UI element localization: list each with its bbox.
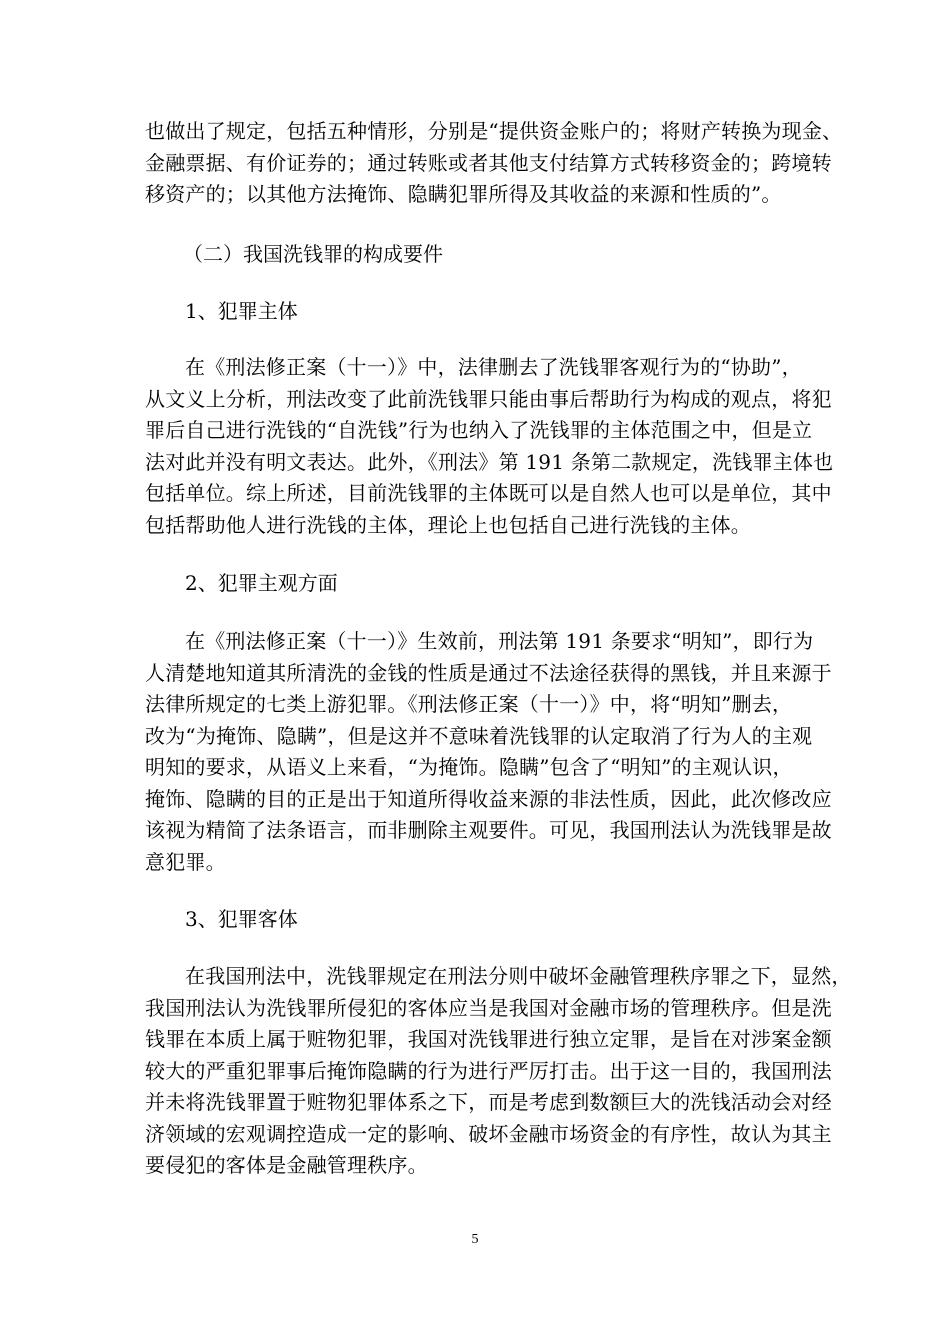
text-line: 包括单位。综上所述，目前洗钱罪的主体既可以是自然人也可以是单位，其中 — [145, 481, 832, 505]
paragraph-subjective — [145, 626, 832, 878]
paragraph-subject — [145, 352, 834, 541]
paragraph-continuation — [145, 116, 843, 211]
text-line: 也做出了规定，包括五种情形，分别是“提供资金账户的；将财产转换为现金、 — [145, 119, 843, 143]
paragraph-object — [145, 961, 852, 1182]
text-line: 济领域的宏观调控造成一定的影响、破坏金融市场资金的有序性，故认为其主 — [145, 1121, 832, 1146]
text-line: 移资产的；以其他方法掩饰、隐瞒犯罪所得及其收益的来源和性质的”。 — [145, 182, 782, 206]
subheading-object: 3、犯罪客体 — [185, 907, 298, 931]
text-line: 包括帮助他人进行洗钱的主体，理论上也包括自己进行洗钱的主体。 — [145, 512, 751, 537]
subheading-subjective: 2、犯罪主观方面 — [185, 571, 338, 595]
text-line: 该视为精简了法条语言，而非删除主观要件。可见，我国刑法认为洗钱罪是故 — [145, 818, 832, 842]
text-line: 并未将洗钱罪置于赃物犯罪体系之下，而是考虑到数额巨大的洗钱活动会对经 — [145, 1090, 832, 1114]
text-line: 掩饰、隐瞒的目的正是出于知道所得收益来源的非法性质，因此，此次修改应 — [145, 786, 832, 811]
text-line: 要侵犯的客体是金融管理秩序。 — [145, 1153, 428, 1177]
text-line: 改为“为掩饰、隐瞒”，但是这并不意味着洗钱罪的认定取消了行为人的主观 — [145, 723, 813, 748]
text-line: 意犯罪。 — [145, 849, 226, 874]
text-line: 较大的严重犯罪事后掩饰隐瞒的行为进行严厉打击。出于这一目的，我国刑法 — [145, 1058, 832, 1083]
text-line: 人清楚地知道其所清洗的金钱的性质是通过不法途径获得的黑钱，并且来源于 — [145, 660, 832, 685]
page-number: 5 — [471, 1232, 479, 1247]
text-line: 法对此并没有明文表达。此外，《刑法》第 191 条第二款规定，洗钱罪主体也 — [145, 449, 834, 474]
text-line: 我国刑法认为洗钱罪所侵犯的客体应当是我国对金融市场的管理秩序。但是洗 — [145, 995, 832, 1020]
text-line: 明知的要求，从语义上来看，“为掩饰。隐瞒”包含了“明知”的主观认识， — [145, 755, 793, 779]
text-line: 罪后自己进行洗钱的“自洗钱”行为也纳入了洗钱罪的主体范围之中，但是立 — [145, 418, 813, 442]
text-line: 从文义上分析，刑法改变了此前洗钱罪只能由事后帮助行为构成的观点，将犯 — [145, 386, 832, 411]
text-line: 钱罪在本质上属于赃物犯罪，我国对洗钱罪进行独立定罪，是旨在对涉案金额 — [145, 1027, 832, 1051]
text-line: 金融票据、有价证券的；通过转账或者其他支付结算方式转移资金的；跨境转 — [145, 150, 832, 175]
text-line: 在我国刑法中，洗钱罪规定在刑法分则中破坏金融管理秩序罪之下，显然， — [185, 964, 852, 988]
subheading-subject: 1、犯罪主体 — [185, 299, 298, 323]
text-line: 在《刑法修正案（十一）》生效前，刑法第 191 条要求“明知”，即行为 — [185, 629, 814, 653]
text-line: 法律所规定的七类上游犯罪。《刑法修正案（十一）》中，将“明知”删去， — [145, 692, 793, 716]
text-line: 在《刑法修正案（十一）》中，法律删去了洗钱罪客观行为的“协助”， — [185, 355, 802, 379]
section-heading: （二）我国洗钱罪的构成要件 — [183, 242, 443, 266]
